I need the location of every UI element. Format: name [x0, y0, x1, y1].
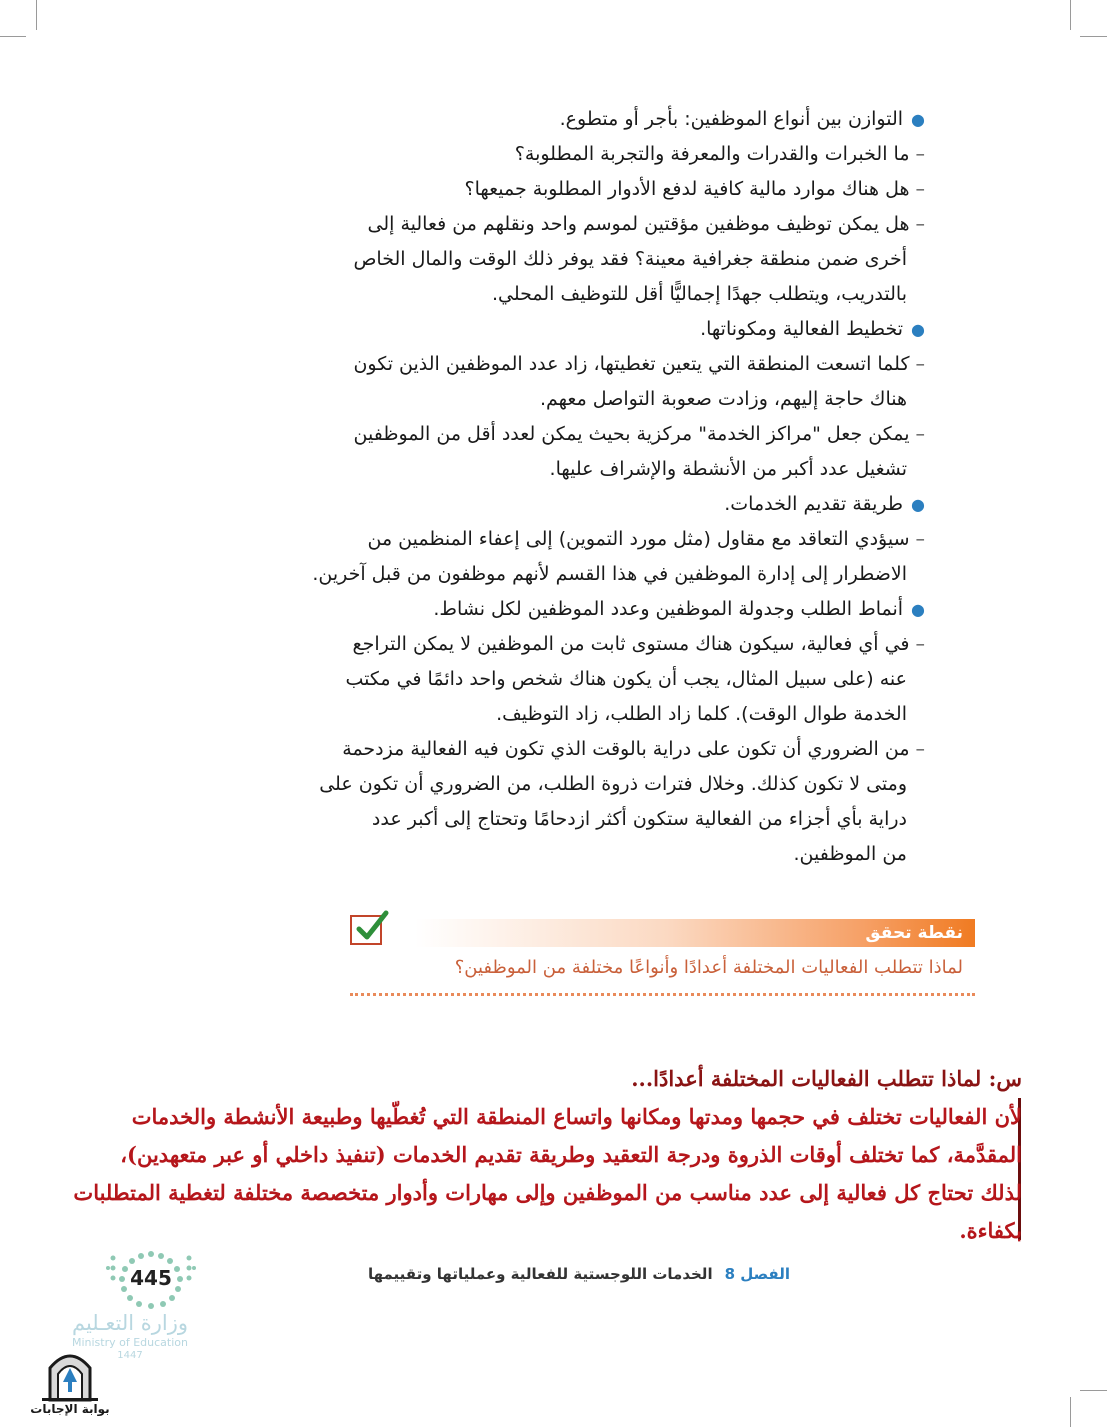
checkpoint-box [350, 915, 975, 1005]
dash-icon: – [915, 423, 925, 445]
chapter-title: الخدمات اللوجستية للفعالية وعملياتها وتقييمها [367, 1265, 713, 1283]
answer-line: لأن الفعاليات تختلف في حجمها ومدتها ومكانها واتساع المنطقة التي تُغطّيها وطبيعة الأنشطة والخدمات [131, 1104, 1022, 1129]
crop-mark-bottom-right-v [1070, 1397, 1071, 1427]
line-text: من الموظفين. [793, 843, 907, 865]
line-text: ومتى لا تكون كذلك. وخلال فترات ذروة الطلب، من الضروري أن تكون على [319, 773, 907, 795]
answer-line: لذلك تحتاج كل فعالية إلى عدد مناسب من الموظفين وإلى مهارات وأدوار متخصصة مختلفة لتغطية المتطلبات [73, 1180, 1022, 1205]
line-text: هل يمكن توظيف موظفين مؤقتين لموسم واحد ونقلهم من فعالية إلى [367, 213, 910, 235]
cont-line [350, 452, 907, 486]
dash-line [350, 347, 925, 381]
line-text: تشغيل عدد أكبر من الأنشطة والإشراف عليها. [549, 458, 907, 480]
dash-icon: – [915, 178, 925, 200]
line-text: كلما اتسعت المنطقة التي يتعين تغطيتها، زاد عدد الموظفين الذين تكون [353, 353, 910, 375]
line-text: في أي فعالية، سيكون هناك مستوى ثابت من الموظفين لا يمكن التراجع [352, 633, 910, 655]
bullet-dot-icon: ● [911, 110, 925, 129]
crop-mark-top-left-h [0, 36, 26, 37]
dash-line [350, 522, 925, 556]
line-text: تخطيط الفعالية ومكوناتها. [700, 318, 904, 340]
line-text: هل هناك موارد مالية كافية لدفع الأدوار المطلوبة جميعها؟ [464, 178, 910, 200]
bullet-dot-icon: ● [911, 320, 925, 339]
cont-line [350, 242, 907, 276]
checkpoint-title: نقطة تحقق [865, 923, 963, 943]
dash-line [350, 172, 925, 206]
dash-line [342, 732, 925, 766]
crop-mark-top-right-h [1080, 36, 1107, 37]
site-logo [28, 1346, 112, 1424]
dash-line [350, 137, 925, 171]
bullet-line [350, 102, 925, 137]
line-text: أنماط الطلب وجدولة الموظفين وعدد الموظفين لكل نشاط. [433, 598, 904, 620]
line-text: هناك حاجة إليهم، وزادت صعوبة التواصل معهم. [539, 388, 907, 410]
line-text: التوازن بين أنواع الموظفين: بأجر أو متطوع. [559, 108, 904, 130]
checkmark-icon [350, 915, 382, 945]
logo-text: بوابة الإجابات [30, 1402, 110, 1416]
answer-question-line: س: لماذا تتطلب الفعاليات المختلفة أعدادًا... [631, 1066, 1022, 1091]
line-text: بالتدريب، ويتطلب جهدًا إجماليًّا أقل للتوظيف المحلي. [491, 283, 907, 305]
page-footer [350, 1265, 790, 1295]
cont-line [312, 557, 907, 591]
dash-line [350, 417, 925, 451]
answer-line: بكفاءة. [959, 1218, 1022, 1243]
cont-line [350, 837, 907, 871]
page-number: 445 [130, 1266, 172, 1290]
crop-mark-top-right-v [1070, 0, 1071, 30]
ministry-english-name: Ministry of Education [71, 1336, 188, 1349]
line-text: أخرى ضمن منطقة جغرافية معينة؟ فقد يوفر ذلك الوقت والمال الخاص [353, 248, 907, 270]
line-text: سيؤدي التعاقد مع مقاول (مثل مورد التموين) إلى إعفاء المنظمين من [367, 528, 910, 550]
bullet-dot-icon: ● [911, 600, 925, 619]
dash-icon: – [915, 528, 925, 550]
checkpoint-question: لماذا تتطلب الفعاليات المختلفة أعدادًا وأنواعًا مختلفة من الموظفين؟ [454, 957, 963, 978]
bullet-line [350, 487, 925, 522]
bullet-dot-icon: ● [911, 495, 925, 514]
dash-icon: – [915, 353, 925, 375]
ministry-arabic-name: وزارة التعـليم [71, 1311, 189, 1335]
dotted-divider [350, 993, 975, 996]
cont-line [319, 767, 907, 801]
line-text: يمكن جعل "مراكز الخدمة" مركزية بحيث يمكن لعدد أقل من الموظفين [353, 423, 910, 445]
answer-line: المقدَّمة، كما تختلف أوقات الذروة ودرجة التعقيد وطريقة تقديم الخدمات (تنفيذ داخلي أو عبر متعهدين)، [120, 1142, 1022, 1167]
dash-line [350, 627, 925, 661]
dash-icon: – [915, 143, 925, 165]
bullet-line [350, 592, 925, 627]
bullet-line [350, 312, 925, 347]
line-text: طريقة تقديم الخدمات. [724, 493, 904, 515]
cont-line [350, 382, 907, 416]
line-text: الاضطرار إلى إدارة الموظفين في هذا القسم لأنهم موظفون من قبل آخرين. [312, 563, 907, 585]
mosque-gate-icon [28, 1346, 112, 1402]
dash-icon: – [915, 738, 925, 760]
line-text: عنه (على سبيل المثال، يجب أن يكون هناك شخص واحد دائمًا في مكتب [345, 668, 907, 690]
crop-mark-bottom-right-h [1080, 1390, 1107, 1391]
line-text: دراية بأي أجزاء من الفعالية ستكون أكثر ازدحامًا وتحتاج إلى أكبر عدد [371, 808, 907, 830]
line-text: من الضروري أن تكون على دراية بالوقت الذي تكون فيه الفعالية مزدحمة [342, 738, 910, 760]
cont-line [345, 662, 907, 696]
dash-icon: – [915, 633, 925, 655]
cont-line [350, 697, 907, 731]
page-number-badge [105, 1248, 197, 1312]
line-text: ما الخبرات والقدرات والمعرفة والتجربة المطلوبة؟ [514, 143, 910, 165]
line-text: الخدمة طوال الوقت). كلما زاد الطلب، زاد التوظيف. [496, 703, 907, 725]
crop-mark-top-left-v [36, 0, 37, 30]
dash-line [350, 207, 925, 241]
chapter-label: الفصل 8 [724, 1265, 790, 1283]
cont-line [350, 802, 907, 836]
cont-line [350, 277, 907, 311]
dash-icon: – [915, 213, 925, 235]
ministry-year: 1447 [117, 1350, 143, 1361]
